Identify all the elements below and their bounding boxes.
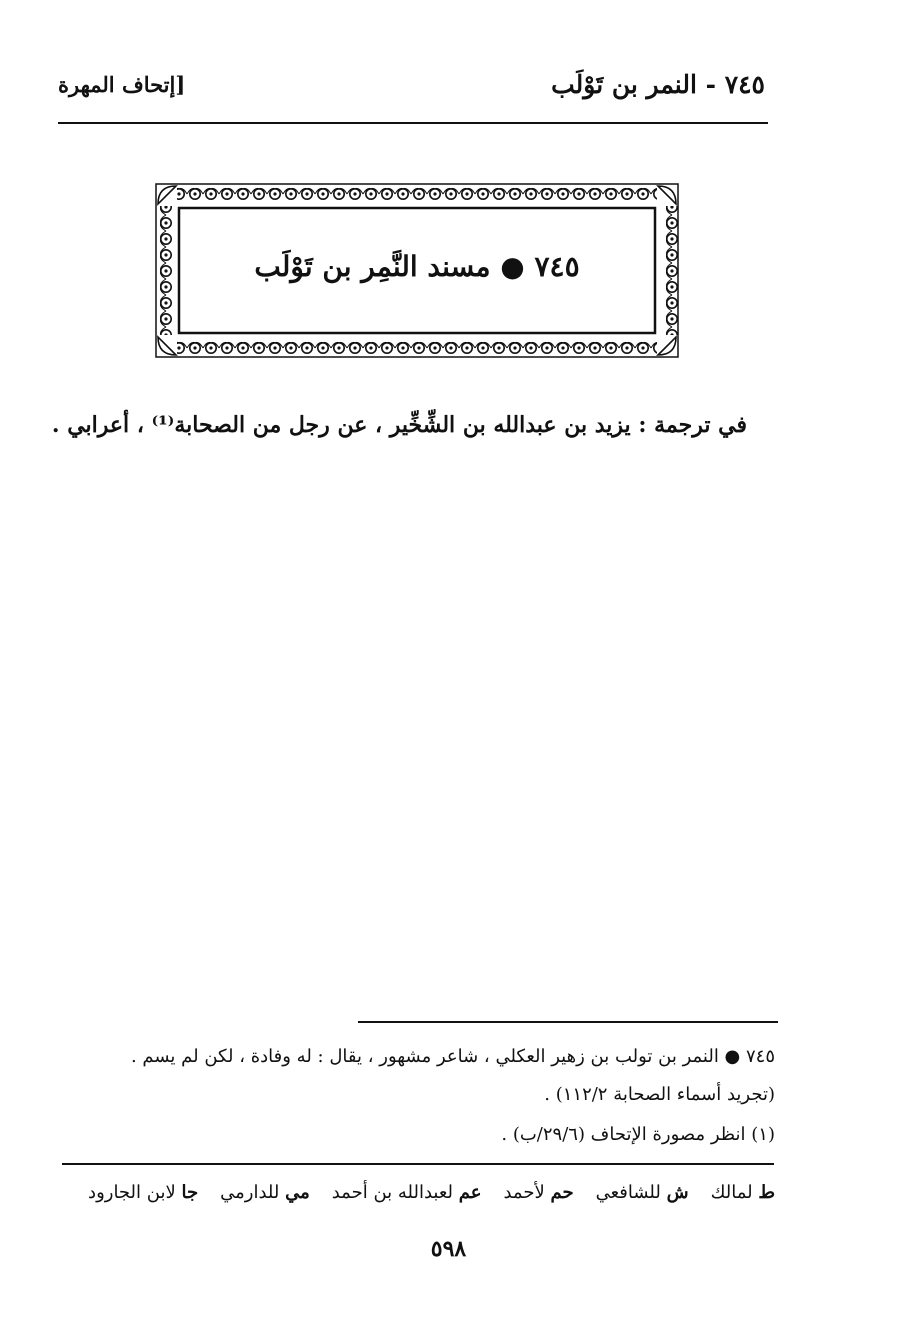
sigla-name: للشافعي (595, 1182, 661, 1203)
sigla-code: مي (285, 1182, 310, 1203)
sigla-item (332, 1182, 482, 1203)
footnote-biography: ٧٤٥ ● النمر بن تولب بن زهير العكلي ، شاعر مشهور ، يقال : له وفادة ، لكن لم يسم . (130, 1046, 775, 1067)
page-number: ٥٩٨ (430, 1236, 467, 1262)
sigla-item (503, 1182, 573, 1203)
header-divider (58, 122, 768, 124)
sigla-code: ط (758, 1182, 775, 1203)
sigla-name: لمالك (710, 1182, 753, 1203)
sigla-code: حم (550, 1182, 574, 1203)
sigla-name: لابن الجارود (88, 1182, 176, 1203)
footnote-source: (تجريد أسماء الصحابة ١١٢/٢) . (544, 1084, 775, 1105)
body-paragraph: في ترجمة : يزيد بن عبدالله بن الشِّخِّير ، عن رجل من الصحابة⁽¹⁾ ، أعرابي . (51, 412, 747, 438)
sigla-code: ش (666, 1182, 689, 1203)
footnote-1: (١) انظر مصورة الإتحاف (٢٩/٦/ب) . (501, 1124, 775, 1145)
running-header-title: ٧٤٥ - النمر بن تَوْلَب (551, 70, 765, 99)
sigla-legend (55, 1182, 775, 1203)
footnote-divider (358, 1021, 778, 1023)
sigla-code: عم (458, 1182, 482, 1203)
running-header-book: [إتحاف المهرة (58, 72, 186, 97)
sigla-name: للدارمي (220, 1182, 280, 1203)
sigla-name: لعبدالله بن أحمد (331, 1182, 454, 1203)
sigla-item (596, 1182, 689, 1203)
sigla-divider (62, 1163, 774, 1165)
sigla-code: جا (181, 1182, 199, 1203)
section-title: ٧٤٥ ● مسند النَّمِر بن تَوْلَب (254, 250, 580, 283)
sigla-item (88, 1182, 198, 1203)
sigla-item (711, 1182, 775, 1203)
sigla-name: لأحمد (503, 1182, 545, 1203)
sigla-item (220, 1182, 310, 1203)
